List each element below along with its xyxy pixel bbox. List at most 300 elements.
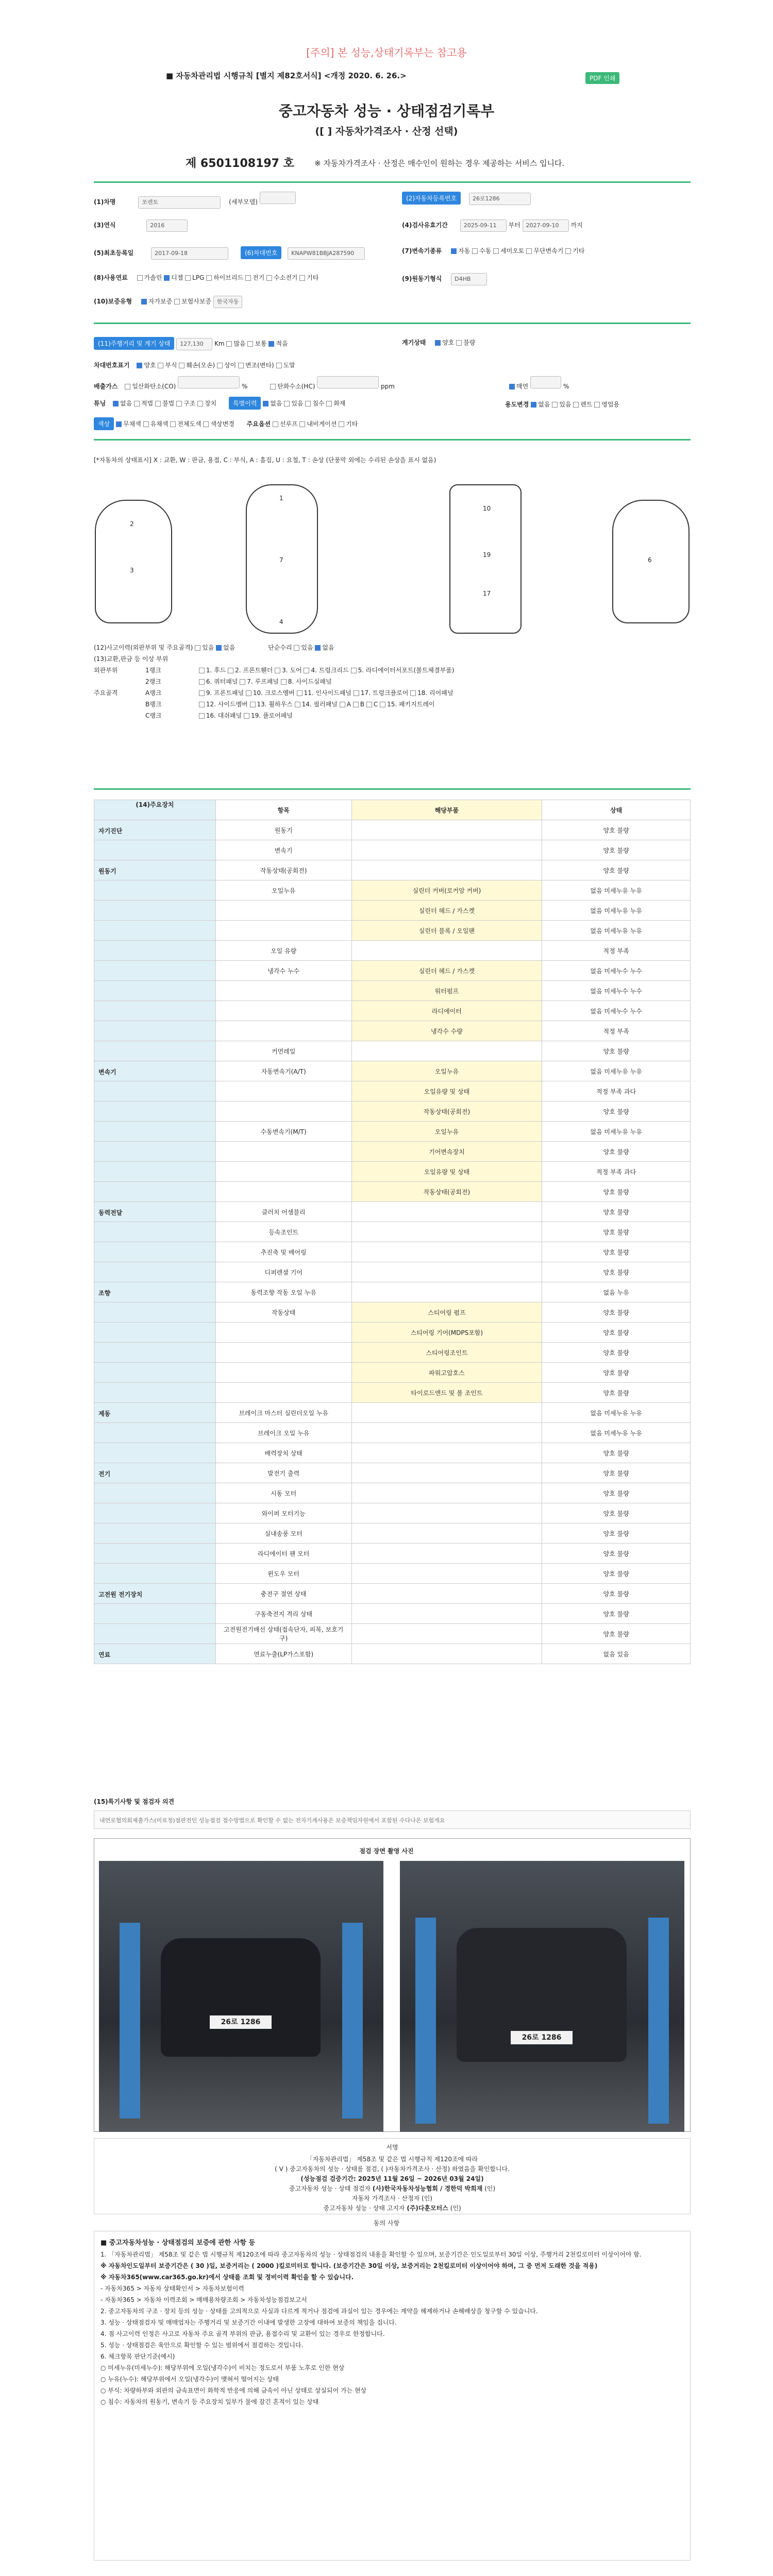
status-cell[interactable]: 없음 미세누유 누유 xyxy=(542,921,691,941)
checkbox-icon xyxy=(143,421,149,427)
table-row xyxy=(94,1101,691,1122)
checkbox-icon xyxy=(246,690,251,696)
table-cell xyxy=(94,1101,216,1122)
fuel-option[interactable]: LPG xyxy=(185,274,204,281)
warranty-row xyxy=(94,296,242,308)
table-row xyxy=(94,1262,691,1282)
status-cell[interactable]: 없음 누유 xyxy=(542,1282,691,1302)
table-cell xyxy=(215,1383,351,1403)
special-option[interactable]: 침수 xyxy=(305,400,324,407)
status-cell[interactable]: 없음 미세누유 누유 xyxy=(542,880,691,901)
checkbox-icon xyxy=(340,702,345,707)
use-change-option[interactable]: 없음 xyxy=(531,401,550,408)
note-item: ○ 부식: 차량하부와 외판의 금속표면이 화학적 반응에 의해 금속이 아닌 상태로 상실되어 가는 현상 xyxy=(100,2387,367,2394)
checkbox-icon xyxy=(195,645,200,651)
trans-label: (7)변속기종류 xyxy=(402,247,442,255)
special-option[interactable]: 없음 xyxy=(263,400,282,407)
table-cell xyxy=(215,1021,351,1041)
table-cell xyxy=(94,1383,216,1403)
frame-item[interactable]: 10. 크로스멤버 xyxy=(246,689,295,697)
emission-label: 배출가스 xyxy=(94,383,118,390)
frame-item[interactable]: 12. 사이드멤버 xyxy=(199,701,248,708)
gauge-option[interactable]: 불량 xyxy=(456,339,475,346)
table-cell xyxy=(94,941,216,961)
table-cell: 전기 xyxy=(94,1463,216,1483)
frame-item[interactable]: B xyxy=(353,701,364,708)
table-cell: 와이퍼 모터기능 xyxy=(215,1503,351,1523)
table-cell: 연료누출(LP가스포함) xyxy=(215,1644,351,1664)
table-row xyxy=(94,901,691,921)
table-row xyxy=(94,840,691,860)
status-cell[interactable]: 양호 불량 xyxy=(542,1142,691,1162)
status-cell[interactable]: 없음 미세누유 누유 xyxy=(542,901,691,921)
table-cell: 워터펌프 xyxy=(351,981,542,1001)
option-item[interactable]: 내비게이션 xyxy=(299,420,337,428)
odometer-unit: Km xyxy=(214,340,225,347)
status-cell[interactable]: 없음 미세누유 누유 xyxy=(542,1061,691,1081)
option-item[interactable]: 기타 xyxy=(339,420,358,428)
emission-item: 매연 xyxy=(509,383,528,390)
warranty-button[interactable]: 한국자동 xyxy=(213,296,243,308)
color-option[interactable]: 전체도색 xyxy=(170,420,201,428)
table-cell: 라디에이터 팬 모터 xyxy=(215,1544,351,1564)
frame-item[interactable]: C xyxy=(366,701,378,708)
table-cell xyxy=(94,1503,216,1523)
checkbox-icon xyxy=(295,702,300,707)
status-cell[interactable]: 적정 부족 xyxy=(542,941,691,961)
smoke-field[interactable] xyxy=(530,376,561,388)
smoke-row xyxy=(509,376,569,391)
table-cell: 동력조향 작동 오일 누유 xyxy=(215,1282,351,1302)
table-cell xyxy=(94,1162,216,1182)
status-cell[interactable]: 양호 불량 xyxy=(542,1222,691,1242)
checkbox-icon xyxy=(266,275,272,281)
car-name-label: (1)차명 xyxy=(94,198,116,206)
inspection-table xyxy=(94,800,691,1664)
outer-item[interactable]: 5. 라디에이터서포트(볼트체결부품) xyxy=(351,667,455,674)
checkbox-icon xyxy=(299,275,305,281)
table-cell: 기어변속장치 xyxy=(351,1142,542,1162)
outer-item[interactable]: 4. 트렁크리드 xyxy=(304,667,348,674)
table-row xyxy=(94,820,691,840)
table-cell xyxy=(351,1443,542,1463)
frame-item[interactable]: 19. 플로어패널 xyxy=(244,712,293,719)
outer-item[interactable]: 2. 프론트휀더 xyxy=(228,667,273,674)
table-cell: 스티어링조인트 xyxy=(351,1343,542,1363)
table-cell xyxy=(351,1523,542,1544)
fuel-label: (8)사용연료 xyxy=(94,274,128,281)
status-cell[interactable]: 적정 부족 과다 xyxy=(542,1081,691,1101)
table-cell xyxy=(94,1081,216,1101)
mileage-option[interactable]: 많음 xyxy=(226,340,245,347)
table-cell: 스티어링 펌프 xyxy=(351,1302,542,1323)
year-row xyxy=(94,219,188,232)
use-change-row xyxy=(505,400,619,409)
table-row xyxy=(94,1463,691,1483)
year-label: (3)연식 xyxy=(94,222,116,229)
gauge-label: 계기상태 xyxy=(402,339,426,346)
table-row xyxy=(94,1061,691,1081)
status-cell[interactable]: 양호 불량 xyxy=(542,1503,691,1523)
inspect-to[interactable]: 2027-09-10 xyxy=(523,219,569,232)
car-name-field[interactable]: 쏘렌토 xyxy=(138,196,221,209)
table-cell xyxy=(351,1604,542,1624)
table-cell: 오일누유 xyxy=(351,1122,542,1142)
special-option[interactable]: 화재 xyxy=(326,400,345,407)
vin-mark-option[interactable]: 도말 xyxy=(276,362,295,369)
frame-item[interactable]: 15. 패키지트레이 xyxy=(380,701,434,708)
table-cell xyxy=(94,961,216,981)
color-option[interactable]: 유채색 xyxy=(143,420,169,428)
table-cell xyxy=(94,1122,216,1142)
lift-frame xyxy=(120,1923,140,2119)
table-cell xyxy=(94,1423,216,1443)
checkbox-icon xyxy=(176,401,182,406)
frame-item[interactable]: 17. 트렁크플로어 xyxy=(354,689,408,697)
status-cell[interactable]: 양호 불량 xyxy=(542,1443,691,1463)
checkbox-icon xyxy=(315,645,321,651)
table-row xyxy=(94,1081,691,1101)
use-change-option[interactable]: 영업용 xyxy=(594,401,619,408)
status-cell[interactable]: 양호 불량 xyxy=(542,1262,691,1282)
checkbox-icon xyxy=(113,401,119,406)
status-cell[interactable]: 없음 미세누수 누수 xyxy=(542,1001,691,1021)
table-cell xyxy=(94,981,216,1001)
status-cell[interactable]: 양호 불량 xyxy=(542,1101,691,1122)
table-row xyxy=(94,1564,691,1584)
checkbox-icon xyxy=(410,690,416,696)
status-cell[interactable]: 양호 불량 xyxy=(542,1463,691,1483)
vin-mark-row xyxy=(94,361,295,369)
status-cell[interactable]: 양호 불량 xyxy=(542,1041,691,1061)
table-row xyxy=(94,1202,691,1222)
status-cell[interactable]: 없음 미세누유 누유 xyxy=(542,1122,691,1142)
frame-item[interactable]: 9. 프론트패널 xyxy=(199,689,244,697)
table-cell xyxy=(351,820,542,840)
status-cell[interactable]: 양호 불량 xyxy=(542,860,691,880)
status-cell[interactable]: 양호 불량 xyxy=(542,1242,691,1262)
table-row xyxy=(94,1403,691,1423)
color-option[interactable]: 무채색 xyxy=(116,420,141,428)
trans-option[interactable]: 세미오토 xyxy=(493,247,524,255)
table-cell: 브레이크 마스터 실린더오일 누유 xyxy=(215,1403,351,1423)
table-cell xyxy=(351,840,542,860)
photo-front xyxy=(400,1861,684,2132)
remarks-label: (15)특기사항 및 점검자 의견 xyxy=(94,1798,175,1805)
outer-item[interactable]: 3. 도어 xyxy=(275,667,301,674)
fuel-row xyxy=(94,273,318,282)
first-reg-label: (5)최초등록일 xyxy=(94,249,134,257)
table-cell: 실린더 헤드 / 가스켓 xyxy=(351,901,542,921)
fuel-option[interactable]: 가솔린 xyxy=(137,274,162,281)
detail-model-field[interactable] xyxy=(260,192,296,204)
emission-hc-field[interactable] xyxy=(317,376,379,388)
vin-mark-option[interactable]: 상이 xyxy=(217,362,236,369)
doc-note: ※ 자동차가격조사 · 산정은 매수인이 원하는 경우 제공하는 서비스 입니다. xyxy=(314,159,565,168)
table-cell xyxy=(94,1523,216,1544)
sign-line: (성능점검 검증기간: 2025년 11월 26일 ~ 2026년 03월 24일) xyxy=(300,2175,484,2182)
status-cell[interactable]: 양호 불량 xyxy=(542,1323,691,1343)
gauge-option[interactable]: 양호 xyxy=(435,339,454,346)
checkbox-icon xyxy=(179,363,184,368)
accident-option[interactable]: 있음 xyxy=(195,644,214,651)
emission-co-field[interactable] xyxy=(178,376,240,388)
table-cell: 작동상태(공회전) xyxy=(215,860,351,880)
fuel-option[interactable]: 기타 xyxy=(299,274,318,281)
table-cell xyxy=(94,1363,216,1383)
status-cell[interactable]: 양호 불량 xyxy=(542,1363,691,1383)
table-cell xyxy=(94,1483,216,1503)
status-cell[interactable]: 적정 부족 과다 xyxy=(542,1162,691,1182)
table-cell: 오일누유 xyxy=(351,1061,542,1081)
table-cell: 디퍼렌셜 기어 xyxy=(215,1262,351,1282)
part-number: 3 xyxy=(130,567,134,574)
car-diagram xyxy=(94,474,691,639)
car-body xyxy=(161,1938,321,2057)
status-cell[interactable]: 양호 불량 xyxy=(542,820,691,840)
status-cell[interactable]: 양호 불량 xyxy=(542,1584,691,1604)
table-row xyxy=(94,1021,691,1041)
table-cell xyxy=(215,1101,351,1122)
table-cell xyxy=(215,1363,351,1383)
table-cell: 자동변속기(A/T) xyxy=(215,1061,351,1081)
car-name-row xyxy=(94,192,296,209)
status-cell[interactable]: 양호 불량 xyxy=(542,1182,691,1202)
motor-label: (9)원동기형식 xyxy=(402,275,442,282)
status-cell[interactable]: 없음 미세누수 누수 xyxy=(542,981,691,1001)
checkbox-icon xyxy=(197,401,203,406)
inspect-label: (4)검사유효기간 xyxy=(402,222,448,229)
table-cell xyxy=(351,1644,542,1664)
tuning-option[interactable]: 구조 xyxy=(176,400,195,407)
status-cell[interactable]: 양호 불량 xyxy=(542,840,691,860)
table-cell: 오일누유 xyxy=(215,880,351,901)
price-row: 자동차 가격조사 · 산정자 (인) xyxy=(352,2195,432,2202)
frame-rankC-row xyxy=(94,710,454,721)
first-reg-field[interactable]: 2017-09-18 xyxy=(151,247,228,260)
license-plate: 26로 1286 xyxy=(511,2031,573,2044)
vin-field[interactable]: KNAPW81BBJA287590 xyxy=(288,247,365,260)
checkbox-icon xyxy=(297,690,303,696)
status-cell[interactable]: 없음 있음 xyxy=(542,1644,691,1664)
page-title: 중고자동차 성능 · 상태점검기록부 xyxy=(278,103,495,120)
part-number: 4 xyxy=(279,618,283,625)
fuel-option[interactable]: 하이브리드 xyxy=(206,274,243,281)
table-row xyxy=(94,1222,691,1242)
vin-mark-option[interactable]: 변조(변타) xyxy=(238,362,274,369)
table-cell xyxy=(351,1483,542,1503)
option-item[interactable]: 선루프 xyxy=(273,420,298,428)
plate-label: (2)자동차등록번호 xyxy=(402,192,461,205)
remarks-box: 내연로협의회제출가스(미료정)점판전인 성능점검 접수방법으로 확인할 수 없는 전자기계사용은 보증책임자원에서 포함된 수다나온 보험게요 xyxy=(94,1810,691,1829)
sign-head: 서명 xyxy=(386,2144,398,2151)
table-row xyxy=(94,1584,691,1604)
color-option[interactable]: 색상변경 xyxy=(203,420,234,428)
mileage-option[interactable]: 적음 xyxy=(268,340,288,347)
status-cell[interactable]: 적정 부족 xyxy=(542,1021,691,1041)
use-change-option[interactable]: 렌트 xyxy=(573,401,592,408)
status-cell[interactable]: 양호 불량 xyxy=(542,1523,691,1544)
inspection-table-body xyxy=(94,800,691,1664)
outer-item[interactable]: 7. 루프패널 xyxy=(240,678,279,685)
square-icon: ■ xyxy=(166,71,176,80)
table-cell xyxy=(215,921,351,941)
plate-field[interactable]: 26로1286 xyxy=(469,193,531,205)
vin-mark-option[interactable]: 부식 xyxy=(158,362,177,369)
fuel-option[interactable]: 전기 xyxy=(245,274,264,281)
checkbox-icon xyxy=(565,248,571,254)
fuel-option[interactable]: 디젤 xyxy=(164,274,183,281)
note-item: ○ 침수: 자동차의 원동기, 변속기 등 주요장치 일부가 물에 잠긴 흔적이 있는 상태 xyxy=(100,2398,319,2405)
status-cell[interactable]: 양호 불량 xyxy=(542,1544,691,1564)
table-cell xyxy=(94,1302,216,1323)
checkbox-icon xyxy=(299,421,305,427)
frame-item[interactable]: 16. 대쉬패널 xyxy=(199,712,242,719)
outer-item[interactable]: 1. 후드 xyxy=(199,667,226,674)
table-cell xyxy=(94,1041,216,1061)
status-cell[interactable]: 양호 불량 xyxy=(542,1624,691,1644)
table-cell xyxy=(94,1021,216,1041)
table-cell xyxy=(351,1423,542,1443)
simple-repair-option[interactable]: 없음 xyxy=(315,644,334,651)
status-cell[interactable]: 양호 불량 xyxy=(542,1604,691,1624)
table-cell: 실내송풍 모터 xyxy=(215,1523,351,1544)
emission-unit: % xyxy=(563,383,569,390)
table-cell: 자기진단 xyxy=(94,820,216,840)
table-cell xyxy=(215,901,351,921)
table-cell: 동력전달 xyxy=(94,1202,216,1222)
trans-option[interactable]: 기타 xyxy=(565,247,584,255)
status-cell[interactable]: 양호 불량 xyxy=(542,1343,691,1363)
trans-option[interactable]: 자동 xyxy=(451,247,470,255)
table-cell xyxy=(351,1564,542,1584)
table-row xyxy=(94,1443,691,1463)
table-row xyxy=(94,1142,691,1162)
status-cell[interactable]: 없음 미세누수 누수 xyxy=(542,961,691,981)
table-cell: 연료 xyxy=(94,1644,216,1664)
frame-item[interactable]: 13. 휠하우스 xyxy=(250,701,293,708)
table-cell xyxy=(351,1282,542,1302)
agree-label: 동의 사항 xyxy=(373,2219,400,2227)
status-cell[interactable]: 양호 불량 xyxy=(542,1302,691,1323)
frame-item[interactable]: 18. 리어패널 xyxy=(410,689,453,697)
lift-frame xyxy=(342,1923,363,2119)
table-cell xyxy=(94,880,216,901)
checkbox-icon xyxy=(268,341,274,347)
frame-item[interactable]: A xyxy=(340,701,351,708)
simple-repair-option[interactable]: 있음 xyxy=(294,644,313,651)
note-item: 2. 중고자동차의 구조 · 장치 등의 성능 · 상태를 고의적으로 사실과 다르게 적거나 점검에 과실이 있는 경우에는 계약을 해제하거나 손해배상을 청구할 수 있습니다. xyxy=(100,2308,538,2315)
outer-item[interactable]: 8. 사이드실패널 xyxy=(281,678,332,685)
frame-rankB: B랭크 xyxy=(145,701,162,708)
checkbox-icon xyxy=(435,340,441,346)
status-cell[interactable]: 양호 불량 xyxy=(542,1202,691,1222)
table-cell: 변속기 xyxy=(215,840,351,860)
vin-mark-option[interactable]: 양호 xyxy=(137,362,156,369)
checkbox-icon xyxy=(158,363,163,368)
part-number: 7 xyxy=(279,556,283,564)
table-cell xyxy=(215,1081,351,1101)
status-cell[interactable]: 없음 미세누유 누유 xyxy=(542,1423,691,1443)
odometer-row xyxy=(94,337,288,350)
checkbox-icon xyxy=(380,702,385,707)
motor-field[interactable]: D4HB xyxy=(451,273,487,285)
options-label: 주요옵션 xyxy=(246,420,271,428)
use-change-option[interactable]: 있음 xyxy=(552,401,571,408)
accident-option[interactable]: 없음 xyxy=(216,644,235,651)
table-cell: 원동기 xyxy=(215,820,351,840)
status-cell[interactable]: 양호 불량 xyxy=(542,1383,691,1403)
print-button[interactable]: PDF 인쇄 xyxy=(585,72,619,84)
outer-item[interactable]: 6. 쿼터패널 xyxy=(199,678,238,685)
special-option[interactable]: 있음 xyxy=(284,400,303,407)
inspect-from[interactable]: 2025-09-11 xyxy=(460,219,507,232)
outer-rank1-row xyxy=(94,665,454,676)
vin-label: (6)차대번호 xyxy=(241,246,281,259)
frame-rankC: C랭크 xyxy=(145,712,162,719)
fuel-option[interactable]: 수소전기 xyxy=(266,274,297,281)
tuning-option[interactable]: 장치 xyxy=(197,400,216,407)
table-row xyxy=(94,1323,691,1343)
checkbox-icon xyxy=(199,668,205,673)
vin-mark-option[interactable]: 훼손(오손) xyxy=(179,362,215,369)
trans-option[interactable]: 수동 xyxy=(472,247,491,255)
mileage-option[interactable]: 보통 xyxy=(247,340,266,347)
trans-option[interactable]: 무단변속기 xyxy=(526,247,563,255)
status-cell[interactable]: 없음 미세누유 누유 xyxy=(542,1403,691,1423)
notice: [주의] 본 성능,상태기록부는 참고용 xyxy=(306,46,467,59)
doc-no: 제 6501108197 호 xyxy=(186,157,294,170)
odometer-tag: (11)주행거리 및 계기 상태 xyxy=(94,337,174,350)
year-field[interactable]: 2016 xyxy=(146,219,188,232)
note-item: ○ 미세누유(미세누수): 해당부위에 오일(냉각수)이 비치는 정도로서 부품 노후로 인한 현상 xyxy=(100,2364,345,2371)
table-cell xyxy=(94,1242,216,1262)
exchange-grid xyxy=(94,665,454,721)
checkbox-icon xyxy=(245,275,251,281)
frame-item[interactable]: 11. 인사이드패널 xyxy=(297,689,351,697)
table-cell: 추진축 및 베어링 xyxy=(215,1242,351,1262)
table-cell: 냉각수 수량 xyxy=(351,1021,542,1041)
table-cell xyxy=(94,1343,216,1363)
table-row xyxy=(94,1343,691,1363)
status-cell[interactable]: 양호 불량 xyxy=(542,1564,691,1584)
table-cell xyxy=(351,1584,542,1604)
tuning-option[interactable]: 적법 xyxy=(134,400,153,407)
divider xyxy=(94,439,691,440)
tuning-option[interactable]: 불법 xyxy=(155,400,174,407)
emission-unit: ppm xyxy=(381,383,395,390)
checkbox-icon xyxy=(170,421,176,427)
checkbox-icon xyxy=(351,668,357,673)
table-cell: 파워고압호스 xyxy=(351,1363,542,1383)
odometer-field[interactable]: 127,130 xyxy=(176,338,212,350)
tuning-label: 튜닝 xyxy=(94,400,106,407)
status-cell[interactable]: 양호 불량 xyxy=(542,1483,691,1503)
note-item: ※ 자동차인도일부터 보증기간은 ( 30 )일, 보증거리는 ( 2000 )킬로미터로 합니다. (보증기간은 30일 이상, 보증거리는 2천킬로미터 이상이어야 하며, 그 중 먼저 도래한 것을 적용) xyxy=(100,2262,598,2269)
tuning-option[interactable]: 없음 xyxy=(113,400,132,407)
checkbox-icon xyxy=(573,402,579,408)
warranty-option[interactable]: 자가보증 xyxy=(141,298,172,305)
checkbox-icon xyxy=(305,401,311,406)
table-cell: 작동상태(공회전) xyxy=(351,1182,542,1202)
table-row xyxy=(94,1041,691,1061)
table-cell xyxy=(215,1142,351,1162)
warranty-option[interactable]: 보험사보증 xyxy=(174,298,211,305)
table-cell: 윈도우 모터 xyxy=(215,1564,351,1584)
frame-item[interactable]: 14. 필러패널 xyxy=(295,701,338,708)
checkbox-icon xyxy=(509,384,515,389)
car-left-side xyxy=(95,500,172,623)
